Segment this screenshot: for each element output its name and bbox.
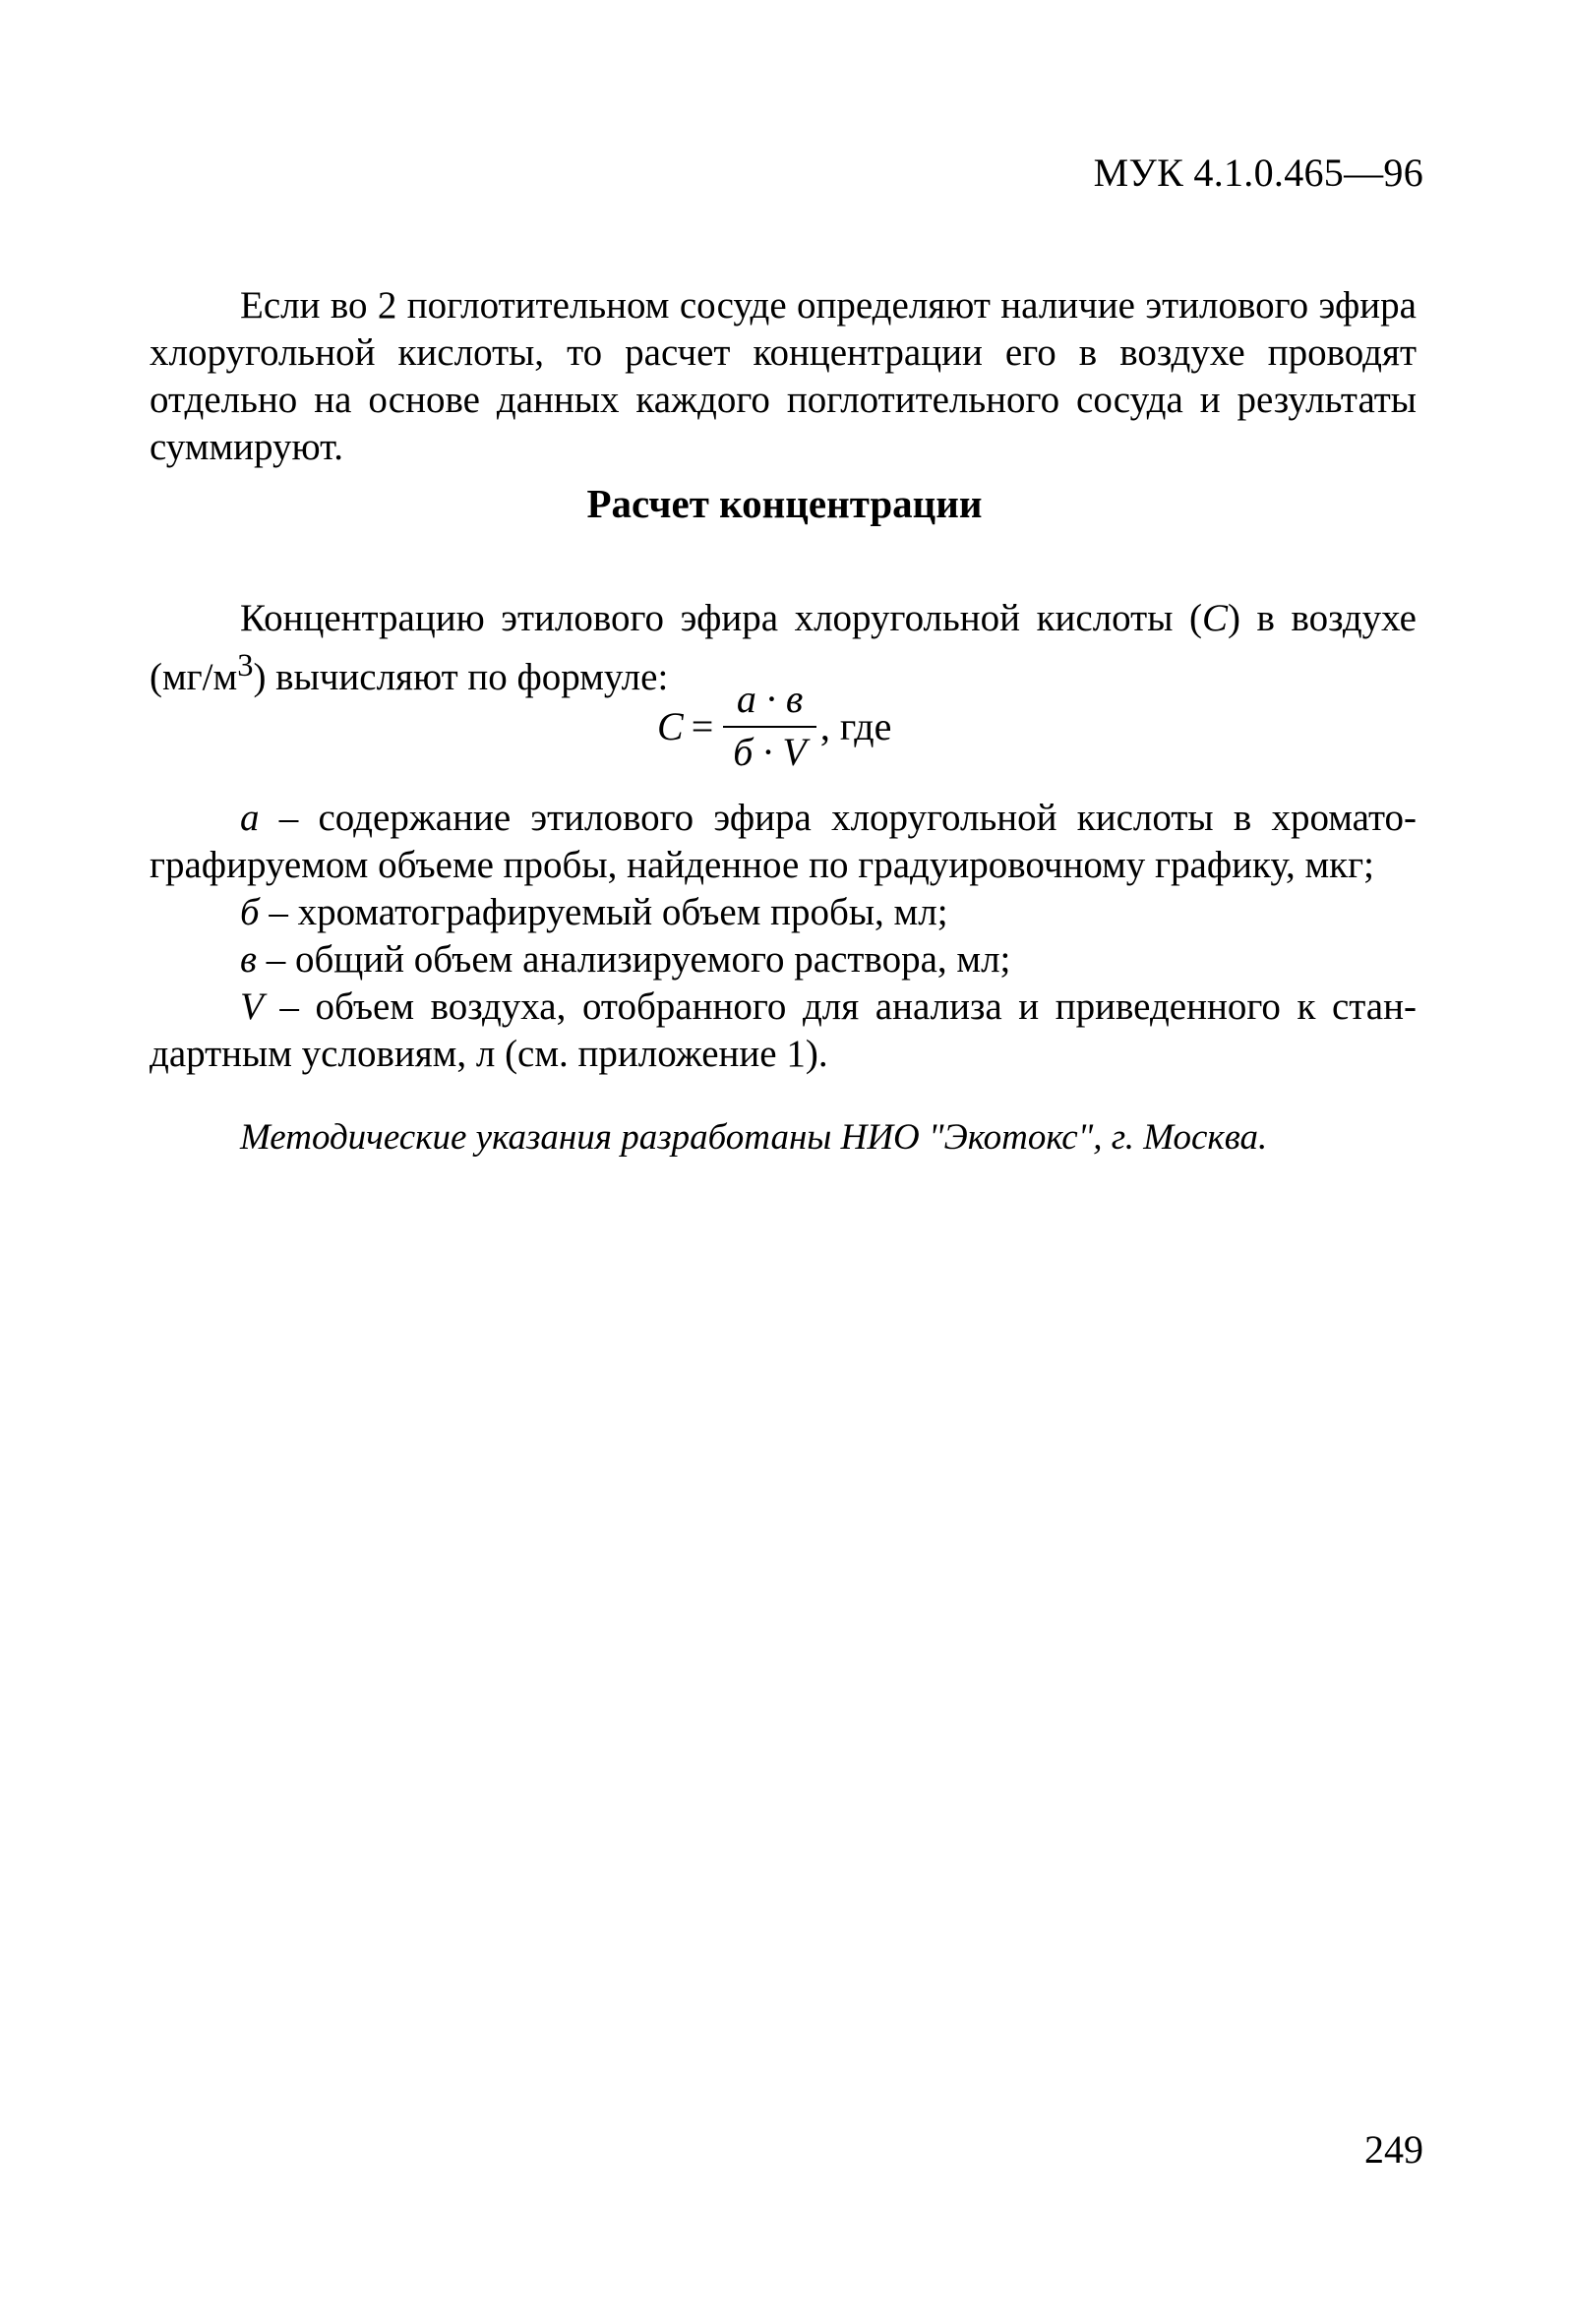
definition-symbol: а [240,797,260,839]
calc-intro-symbol: С [1201,597,1228,639]
calc-intro-text-2: ) в воздухе (мг/м [150,597,1417,698]
concentration-formula [657,667,891,785]
definition-item [150,795,1417,889]
document-code: МУК 4.1.0.465—96 [1093,150,1423,195]
definition-symbol: б [240,891,260,933]
calc-intro-text-3: ) вычисляют по формуле: [253,656,669,698]
definition-text: – хроматографируемый объем пробы, мл; [259,891,948,933]
definition-item [150,983,1417,1078]
formula-equals: = [691,703,714,748]
formula-fraction [723,677,816,775]
definition-item [150,889,1417,936]
definition-text: – содержание этилового эфира хлоругольной кислоты в хроматографируемом объеме пробы, найденное по градуировочному графику, мкг; [150,797,1417,886]
definition-symbol: V [240,985,264,1028]
definition-text: – общий объем анализируемого раствора, мл; [256,938,1011,981]
formula-denominator: б · V [723,726,816,775]
intro-paragraph: Если во 2 поглотительном сосуде определяют наличие этилового эфира хлоругольной кислоты, то расчет концентрации его в воздухе проводят отдельно на основе данных каждого поглотительного сосуда и результаты суммируют. [150,284,1417,468]
definition-text: – объем воздуха, отобранного для анализа и приведенного к стандартным условиям, л (см. приложение 1). [150,985,1417,1075]
formula-lhs: С [657,703,684,748]
credits-note: Методические указания разработаны НИО "Экотокс", г. Москва. [240,1117,1268,1158]
variable-definitions [150,795,1417,1078]
calc-intro-superscript: 3 [237,648,254,684]
calc-intro-text-1: Концентрацию этилового эфира хлоругольной кислоты ( [240,597,1202,639]
formula-numerator: а · в [736,677,804,721]
definition-item [150,936,1417,983]
section-title: Расчет концентрации [586,481,983,526]
page-number: 249 [1364,2127,1423,2172]
formula-suffix: , где [819,703,892,748]
definition-symbol: в [240,938,257,981]
